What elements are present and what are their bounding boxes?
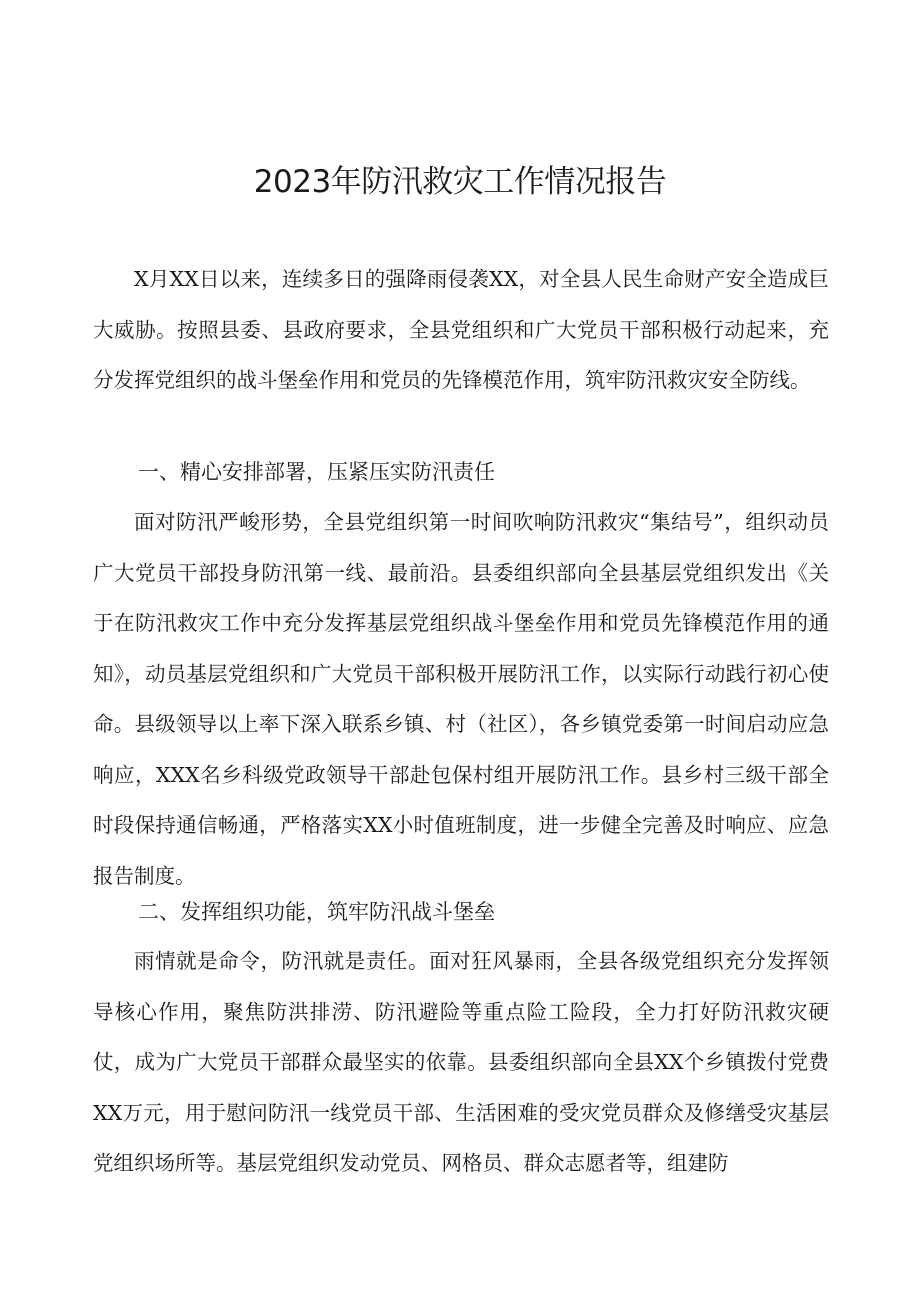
section-heading-1: 一、精心安排部署，压紧压实防汛责任 (138, 460, 495, 484)
section-1-paragraph: 面对防汛严峻形势，全县党组织第一时间吹响防汛救灾“集结号”，组织动员广大党员干部投身防汛第一线、最前沿。县委组织部向全县基层党组织发出《关于在防汛救灾工作中充分发挥基层党组织战斗堡垒作用和党员先锋模范作用的通知》，动员基层党组织和广大党员干部积极开展防汛工作，以实际行动践行初心使命。县级领导以上率下深入联系乡镇、村（社区），各乡镇党委第一时间启动应急响应，XXX名乡科级党政领导干部赴包保村组开展防汛工作。县乡村三级干部全时段保持通信畅通，严格落实XX小时值班制度，进一步健全完善及时响应、应急报告制度。 (93, 510, 829, 888)
document-title: 2023年防汛救灾工作情况报告 (253, 164, 667, 200)
intro-paragraph: X月XX日以来，连续多日的强降雨侵袭XX，对全县人民生命财产安全造成巨大威胁。按照县委、县政府要求，全县党组织和广大党员干部积极行动起来，充分发挥党组织的战斗堡垒作用和党员的先锋模范作用，筑牢防汛救灾安全防线。 (93, 267, 829, 392)
section-2-paragraph: 雨情就是命令，防汛就是责任。面对狂风暴雨，全县各级党组织充分发挥领导核心作用，聚焦防洪排涝、防汛避险等重点险工险段，全力打好防汛救灾硬仗，成为广大党员干部群众最坚实的依靠。县委组织部向全县XX个乡镇拨付党费XX万元，用于慰问防汛一线党员干部、生活困难的受灾党员群众及修缮受灾基层党组织场所等。基层党组织发动党员、网格员、群众志愿者等，组建防 (93, 949, 829, 1175)
section-heading-2: 二、发挥组织功能，筑牢防汛战斗堡垒 (138, 900, 495, 924)
